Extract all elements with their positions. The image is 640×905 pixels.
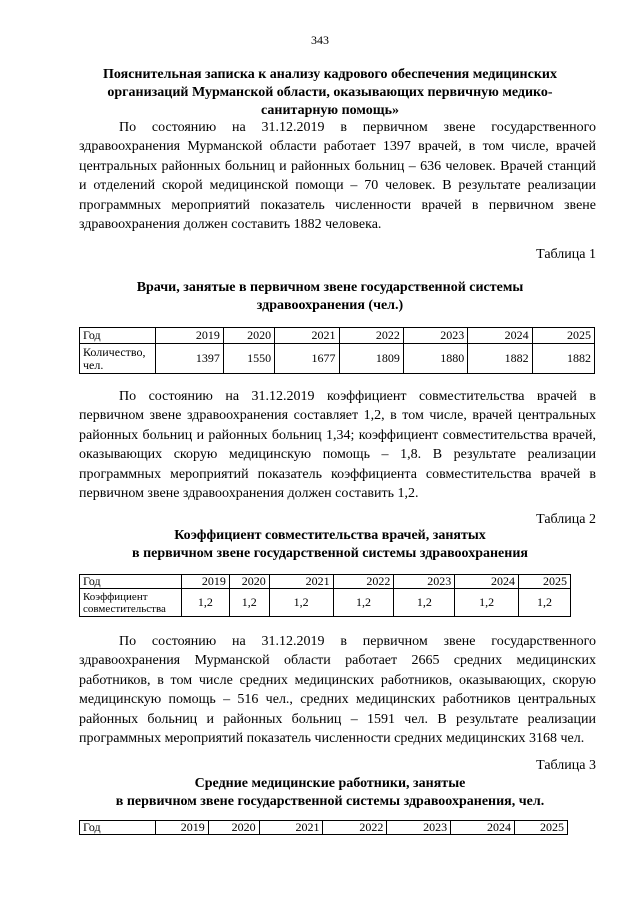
- table-cell: 1,2: [229, 589, 269, 617]
- table-header-cell: Год: [80, 821, 156, 835]
- table-header-cell: 2025: [515, 821, 568, 835]
- table-cell: 1,2: [519, 589, 571, 617]
- table-header-cell: 2019: [181, 575, 229, 589]
- table-header-cell: 2019: [155, 821, 208, 835]
- table-header-cell: 2024: [451, 821, 515, 835]
- table-header-cell: 2020: [208, 821, 259, 835]
- table-cell: 1,2: [455, 589, 519, 617]
- table-header-cell: 2021: [275, 328, 339, 344]
- table-header-cell: 2021: [269, 575, 333, 589]
- document-title-line: санитарную помощь»: [261, 103, 399, 118]
- paragraph-nurses-count: По состоянию на 31.12.2019 в первичном звене государственного здравоохранения Мурманской области работает 2665 средних медицинских работников, в том числе средних медицинских работников, оказывающих, скорую медицинскую помощь – 516 чел., средних медицинских работников центральных районных больниц и районных больниц – 1591 чел. В результате реализации программных мероприятий показатель численности средних медицинских 3168 чел.: [79, 634, 596, 747]
- table1-title: [70, 279, 590, 315]
- table2-header-row: [80, 575, 571, 589]
- table2-title-line: Коэффициент совместительства врачей, занятых: [174, 528, 486, 543]
- table-header-cell: 2022: [339, 328, 403, 344]
- table-header-cell: 2024: [455, 575, 519, 589]
- table-header-cell: 2024: [468, 328, 532, 344]
- table-header-cell: 2023: [387, 821, 451, 835]
- table-cell: 1397: [156, 344, 223, 374]
- table-cell: 1882: [468, 344, 532, 374]
- table-cell: 1,2: [269, 589, 333, 617]
- table-cell: 1550: [223, 344, 274, 374]
- paragraph-combination-ratio: По состоянию на 31.12.2019 коэффициент совместительства врачей в первичном звене здравоохранения составляет 1,2, в том числе, врачей центральных районных больниц и районных больниц 1,34; коэффициент совместительства врачей, оказывающих скорую медицинскую помощь – 1,8. В результате реализации программных мероприятий показатель коэффициента совместительства врачей в первичном звене здравоохранения должен составить 1,2.: [79, 389, 596, 502]
- table-header-cell: Год: [80, 328, 156, 344]
- table1-data-row: [80, 344, 595, 374]
- table3-title: [70, 775, 590, 811]
- table2-label: Таблица 2: [536, 512, 596, 527]
- table-header-cell: 2022: [333, 575, 394, 589]
- table-header-cell: 2025: [532, 328, 594, 344]
- table3-label: Таблица 3: [536, 758, 596, 773]
- table1-header-row: [80, 328, 595, 344]
- table1-label: Таблица 1: [536, 247, 596, 262]
- table-cell: 1,2: [333, 589, 394, 617]
- table-header-cell: 2020: [223, 328, 274, 344]
- table2-data-row: [80, 589, 571, 617]
- page-number: 343: [311, 33, 329, 47]
- table3-header-row: [80, 821, 568, 835]
- table-cell: 1882: [532, 344, 594, 374]
- table-header-cell: 2023: [394, 575, 455, 589]
- table-header-cell: 2022: [323, 821, 387, 835]
- paragraph-doctors-count: По состоянию на 31.12.2019 в первичном звене государственного здравоохранения Мурманской области работает 1397 врачей, в том числе, врачей центральных районных больниц и районных больниц – 636 человек. Врачей станций и отделений скорой медицинской помощи – 70 человек. В результате реализации программных мероприятий показатель численности врачей в первичном звене здравоохранения должен составить 1882 человека.: [79, 120, 596, 233]
- table2-title: [70, 527, 590, 563]
- table-cell: 1677: [275, 344, 339, 374]
- table-cell: 1880: [403, 344, 467, 374]
- table-cell: 1809: [339, 344, 403, 374]
- document-title: [70, 66, 590, 120]
- table1-title-line: здравоохранения (чел.): [256, 298, 404, 313]
- table-header-cell: 2023: [403, 328, 467, 344]
- table-row-label: Количество, чел.: [80, 344, 156, 374]
- table-cell: 1,2: [394, 589, 455, 617]
- table-header-cell: 2021: [259, 821, 323, 835]
- table3-title-line: в первичном звене государственной системы здравоохранения, чел.: [115, 794, 545, 809]
- table1: [79, 327, 595, 374]
- table-row-label: Коэффициент совместительства: [80, 589, 182, 617]
- table1-title-line: Врачи, занятые в первичном звене государственной системы: [136, 280, 524, 295]
- table-header-cell: 2020: [229, 575, 269, 589]
- document-title-line: Пояснительная записка к анализу кадрового обеспечения медицинских: [103, 67, 557, 82]
- document-title-line: организаций Мурманской области, оказывающих первичную медико-: [107, 85, 553, 100]
- table-header-cell: 2019: [156, 328, 223, 344]
- table-header-cell: 2025: [519, 575, 571, 589]
- table-header-cell: Год: [80, 575, 182, 589]
- table2: [79, 574, 571, 617]
- table3: [79, 820, 568, 835]
- table2-title-line: в первичном звене государственной системы здравоохранения: [132, 546, 528, 561]
- table-cell: 1,2: [181, 589, 229, 617]
- table3-title-line: Средние медицинские работники, занятые: [194, 776, 466, 791]
